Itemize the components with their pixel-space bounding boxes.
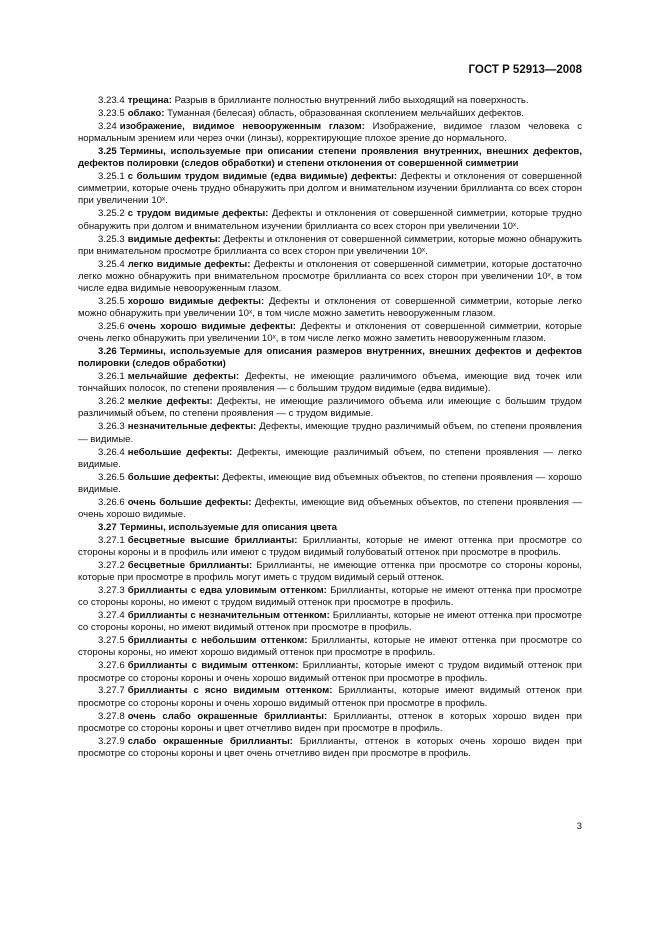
term-text: Дефекты, имеющие различимый объем, по степени проявления — легко видимые. bbox=[78, 446, 583, 470]
term-name: бриллианты с незначительным оттенком: bbox=[127, 610, 330, 622]
term-number: 3.23.5 bbox=[98, 107, 125, 119]
term-name: легко видимые дефекты: bbox=[127, 258, 251, 270]
term-name: хорошо видимые дефекты: bbox=[127, 295, 265, 307]
term-name: бриллианты с ясно видимым оттенком: bbox=[127, 685, 333, 697]
term-name: мельчайшие дефекты: bbox=[127, 371, 240, 383]
term-text: Дефекты и отклонения от совершенной симметрии, которые очень легко обнаружить при увеличении 10ˣ, в том числе легко можно заметить невооруженным глазом. bbox=[78, 320, 583, 345]
term-definition bbox=[78, 234, 582, 258]
term-text: Дефекты и отклонения от совершенной симметрии, которые трудно обнаружить при долгом и внимательном изучении бриллианта со всех сторон при увеличении 10ˣ. bbox=[78, 208, 582, 232]
term-definition bbox=[78, 121, 582, 145]
term-number: 3.25.2 bbox=[98, 208, 125, 220]
term-name: бесцветные высшие бриллианты: bbox=[127, 534, 298, 546]
term-number: 3.26.2 bbox=[98, 396, 125, 408]
section-number: 3.25 bbox=[98, 146, 117, 158]
term-number: 3.26.1 bbox=[98, 371, 125, 383]
term-definition bbox=[78, 535, 582, 559]
term-name: мелкие дефекты: bbox=[127, 396, 213, 408]
section-number: 3.26 bbox=[98, 346, 117, 358]
term-name: бесцветные бриллианты: bbox=[127, 559, 253, 571]
term-number: 3.24 bbox=[98, 120, 117, 132]
page-number: 3 bbox=[576, 821, 582, 832]
term-text: Дефекты и отклонения от совершенной симметрии, которые очень трудно обнаружить при долгом и внимательном изучении бриллианта со всех сторон при увеличении 10ˣ. bbox=[78, 171, 582, 207]
term-text: Бриллианты, которые не имеют оттенка при просмотре со стороны короны, но имеют видимый оттенок при просмотре в профиль. bbox=[78, 610, 582, 634]
term-number: 3.27.8 bbox=[98, 710, 125, 722]
term-text: Дефекты и отклонения от совершенной симметрии, которые можно обнаружить при внимательном просмотре бриллианта со всех сторон при увеличении 10ˣ. bbox=[78, 233, 582, 257]
term-number: 3.27.9 bbox=[98, 735, 125, 747]
term-text: Дефекты и отклонения от совершенной симметрии, которые легко можно обнаружить при увеличении 10ˣ, в том числе можно заметить невооруженным глазом. bbox=[78, 295, 583, 320]
term-definition bbox=[78, 685, 582, 709]
term-definition bbox=[78, 321, 582, 345]
term-number: 3.27.5 bbox=[98, 635, 125, 647]
term-definition bbox=[78, 108, 582, 120]
term-number: 3.25.1 bbox=[98, 171, 125, 183]
section-number: 3.27 bbox=[98, 521, 117, 533]
term-name: трещина: bbox=[127, 95, 172, 106]
term-number: 3.25.6 bbox=[98, 320, 125, 332]
term-text: Дефекты, имеющие трудно различимый объем, по степени проявления — видимые. bbox=[78, 421, 582, 445]
term-definition bbox=[78, 635, 582, 659]
term-name: с большим трудом видимые (едва видимые) дефекты: bbox=[127, 171, 398, 183]
term-definition bbox=[78, 208, 582, 232]
term-name: видимые дефекты: bbox=[127, 233, 221, 245]
term-text: Дефекты, имеющие вид объемных объектов, по степени проявления — очень хорошо видимые. bbox=[78, 496, 582, 520]
term-text: Бриллианты, оттенок в которых хорошо виден при просмотре со стороны короны и цвет отчетливо виден при просмотре в профиль. bbox=[78, 710, 582, 734]
term-number: 3.27.6 bbox=[98, 660, 125, 672]
term-text: Изображение, видимое глазом человека с нормальным зрением или через очки (линзы), корректирующие плохое зрение до нормального. bbox=[78, 120, 582, 145]
term-name: очень слабо окрашенные бриллианты: bbox=[127, 710, 328, 722]
term-definition bbox=[78, 171, 582, 207]
term-number: 3.27.2 bbox=[98, 559, 125, 571]
section-heading bbox=[78, 346, 582, 370]
term-definition bbox=[78, 660, 582, 684]
section-title: Термины, используемые при описании степени проявления внутренних, внешних дефектов, дефектов полировки (следов обработки) и степени отклонения от совершенной симметрии bbox=[78, 146, 582, 170]
term-definition bbox=[78, 396, 582, 420]
term-number: 3.27.7 bbox=[98, 685, 125, 697]
term-definition bbox=[78, 421, 582, 445]
term-definition bbox=[78, 560, 582, 584]
term-definition bbox=[78, 711, 582, 735]
term-text: Бриллианты, которые не имеют оттенка при просмотре со стороны короны, но имеют с трудом видимый оттенок при просмотре в профиль. bbox=[78, 585, 583, 609]
term-text: Дефекты, имеющие вид объемных объектов, по степени проявления — хорошо видимые. bbox=[78, 471, 582, 495]
term-number: 3.25.4 bbox=[98, 258, 125, 270]
section-heading bbox=[78, 146, 582, 170]
term-number: 3.26.4 bbox=[98, 446, 125, 458]
term-definition bbox=[78, 447, 582, 471]
term-name: большие дефекты: bbox=[127, 471, 220, 483]
term-text: Разрыв в бриллианте полностью внутренний либо выходящий на поверхность. bbox=[174, 95, 529, 106]
term-text: Бриллианты, которые имеют видимый оттенок при просмотре со стороны короны и очень хорошо видимый оттенок при просмотре в профиль. bbox=[78, 685, 583, 709]
term-definition bbox=[78, 585, 582, 609]
term-name: бриллианты с небольшим оттенком: bbox=[127, 635, 308, 647]
term-number: 3.26.6 bbox=[98, 496, 125, 508]
section-heading bbox=[78, 522, 582, 534]
term-name: небольшие дефекты: bbox=[127, 446, 233, 458]
term-text: Бриллианты, которые имеют с трудом видимый оттенок при просмотре со стороны короны и очень хорошо видимый оттенок при просмотре в профиль. bbox=[78, 660, 582, 684]
document-header: ГОСТ Р 52913—2008 bbox=[468, 64, 582, 76]
term-number: 3.25.3 bbox=[98, 233, 125, 245]
term-name: облако: bbox=[127, 107, 165, 119]
term-number: 3.27.4 bbox=[98, 610, 125, 622]
term-definition bbox=[78, 610, 582, 634]
section-title: Термины, используемые для описания размеров внутренних, внешних дефектов и дефектов полировки (следов обработки) bbox=[78, 346, 582, 370]
term-definition bbox=[78, 95, 582, 107]
term-number: 3.27.3 bbox=[98, 585, 125, 597]
term-name: изображение, видимое невооруженным глазом: bbox=[119, 120, 365, 132]
term-definition bbox=[78, 371, 582, 395]
document-body bbox=[78, 95, 582, 761]
term-number: 3.27.1 bbox=[98, 534, 125, 546]
term-name: слабо окрашенные бриллианты: bbox=[127, 735, 293, 747]
term-text: Бриллианты, оттенок в которых очень хорошо виден при просмотре со стороны короны и цвет очень отчетливо виден при просмотре в профиль. bbox=[78, 735, 583, 759]
term-text: Туманная (белесая) область, образованная скоплением мельчайших дефектов. bbox=[167, 107, 524, 119]
term-name: очень хорошо видимые дефекты: bbox=[127, 320, 296, 332]
term-text: Бриллианты, не имеющие оттенка при просмотре со стороны короны, которые при просмотре в профиль могут иметь с трудом видимый серый оттенок. bbox=[78, 559, 582, 584]
term-definition bbox=[78, 259, 582, 295]
term-number: 3.23.4 bbox=[98, 95, 125, 106]
term-text: Дефекты, не имеющие различимого объема, имеющие вид точек или тончайших полосок, по степени проявления — с большим трудом видимые (едва видимые). bbox=[78, 371, 582, 395]
term-text: Бриллианты, которые не имеют оттенка при просмотре со стороны короны и в профиль или имеют с трудом видимый голубоватый оттенок при просмотре в профиль. bbox=[78, 534, 582, 558]
term-definition bbox=[78, 736, 582, 760]
term-name: бриллианты с видимым оттенком: bbox=[127, 660, 299, 672]
term-definition bbox=[78, 296, 582, 320]
term-name: бриллианты с едва уловимым оттенком: bbox=[127, 585, 327, 597]
term-definition bbox=[78, 472, 582, 496]
term-number: 3.25.5 bbox=[98, 295, 125, 307]
term-name: очень большие дефекты: bbox=[127, 496, 252, 508]
term-text: Бриллианты, которые не имеют оттенка при просмотре со стороны короны, но имеют хорошо видимый оттенок при просмотре в профиль. bbox=[78, 635, 582, 659]
term-number: 3.26.3 bbox=[98, 421, 125, 433]
term-text: Дефекты, не имеющие различимого объема или имеющие с большим трудом различимый объем, по степени проявления — с трудом видимые. bbox=[78, 396, 582, 420]
section-title: Термины, используемые для описания цвета bbox=[119, 521, 337, 533]
term-definition bbox=[78, 497, 582, 521]
term-text: Дефекты и отклонения от совершенной симметрии, которые достаточно легко можно обнаружить при внимательном просмотре бриллианта со всех сторон при увеличении 10ˣ, в том числе едва видимые невооруженным глазом. bbox=[78, 258, 582, 294]
term-name: с трудом видимые дефекты: bbox=[127, 208, 269, 220]
term-number: 3.26.5 bbox=[98, 471, 125, 483]
term-name: незначительные дефекты: bbox=[127, 421, 257, 433]
